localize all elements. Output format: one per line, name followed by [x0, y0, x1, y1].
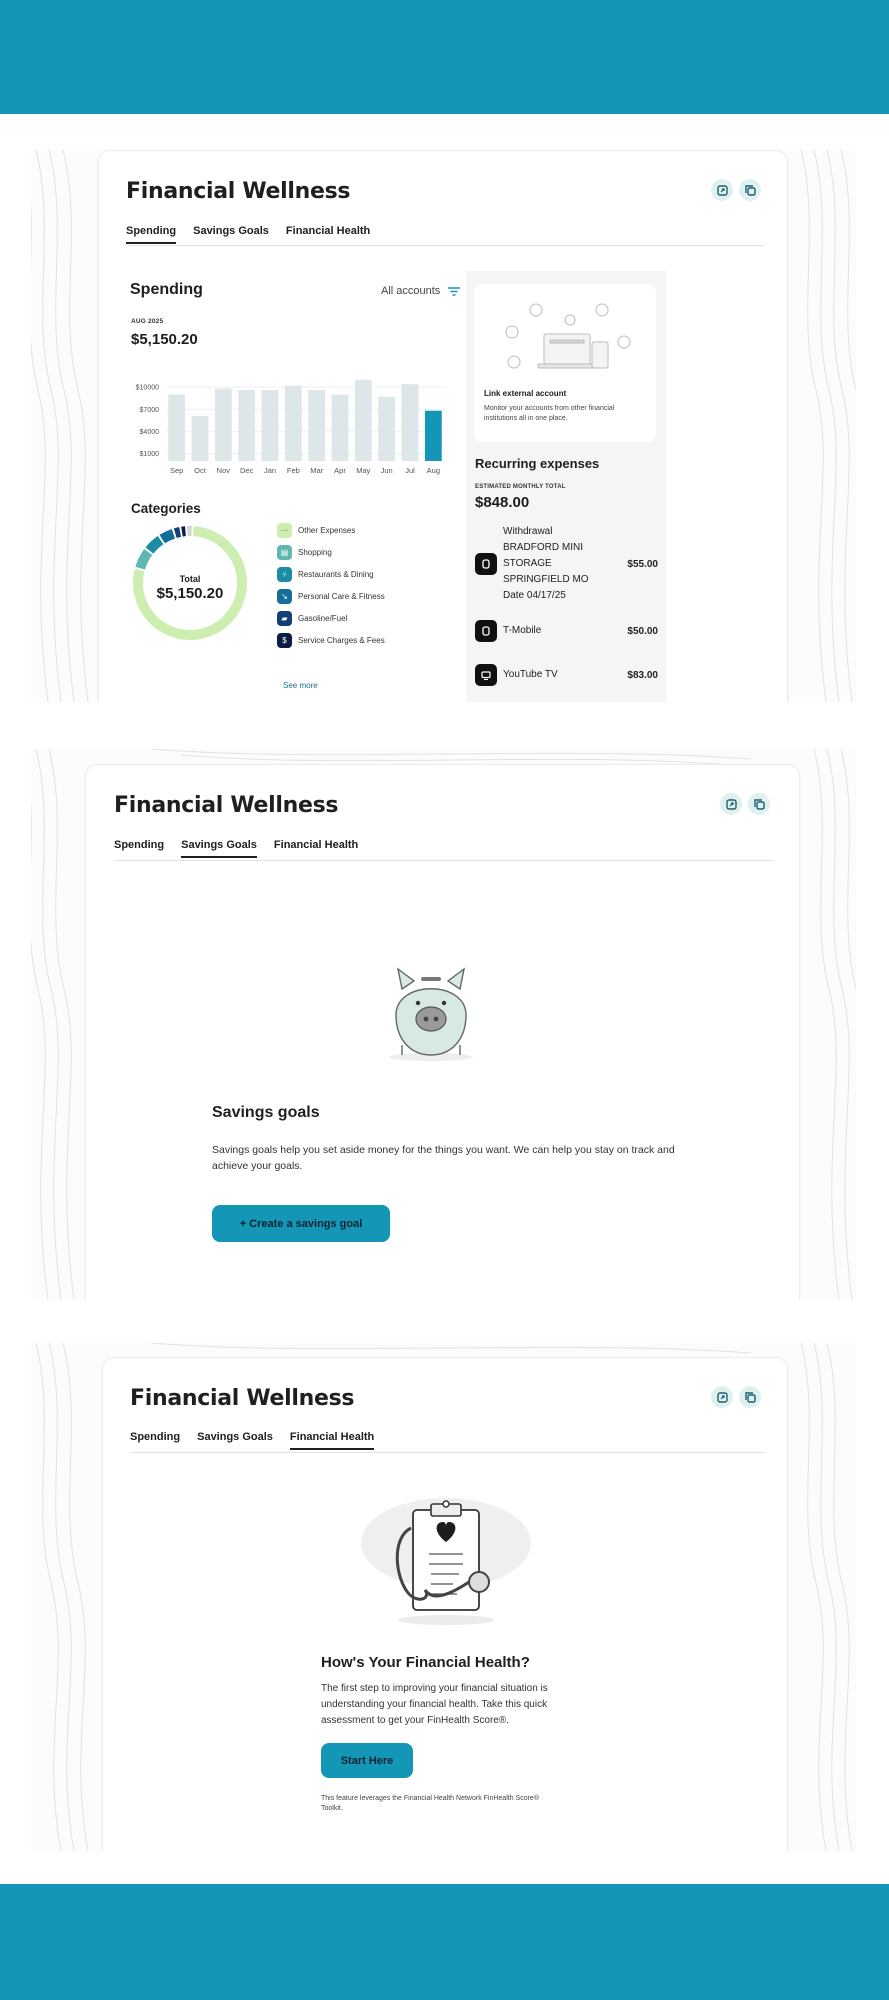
recurring-estimate-value: $848.00 — [475, 494, 530, 511]
right-rail — [466, 271, 666, 702]
tab-savings-goals[interactable]: Savings Goals — [193, 225, 269, 237]
bar-aug[interactable] — [425, 411, 442, 461]
savings-goals-description: Savings goals help you set aside money for the things you want. We can help you stay on track and achieve your goals. — [212, 1144, 675, 1172]
tab-divider — [114, 860, 774, 861]
spending-total: $5,150.20 — [131, 331, 198, 348]
financial-wellness-card — [98, 150, 788, 702]
top-banner — [0, 0, 889, 114]
tab-spending[interactable]: Spending — [126, 225, 176, 244]
tv-icon — [475, 664, 497, 686]
recurring-item-name: Withdrawal BRADFORD MINI STORAGE SPRINGFIELD MO Date 04/17/25 — [503, 526, 589, 601]
copy-icon[interactable] — [739, 179, 761, 201]
recurring-item-amount: $83.00 — [627, 669, 658, 681]
recurring-list — [475, 523, 658, 702]
x-tick-label: Aug — [426, 466, 441, 475]
recurring-item-name: T-Mobile — [503, 625, 542, 636]
link-external-account-card[interactable] — [474, 284, 656, 442]
financial-health-description: The first step to improving your financial situation is understanding your financial health. Take this quick assessment to get your FinHealth Score®. — [321, 1683, 548, 1726]
tab-divider — [126, 245, 764, 246]
donut-slice[interactable] — [149, 540, 160, 550]
recurring-estimate-label: ESTIMATED MONTHLY TOTAL — [475, 484, 566, 490]
bottom-banner — [0, 1884, 889, 2000]
copy-icon[interactable] — [748, 793, 770, 815]
x-tick-label: Oct — [194, 466, 206, 475]
financial-wellness-card — [102, 1357, 788, 1851]
tab-bar — [130, 1431, 374, 1450]
tab-financial-health[interactable]: Financial Health — [285, 225, 371, 237]
x-tick-label: Feb — [286, 466, 300, 475]
link-external-title: Link external account — [484, 389, 567, 398]
tab-savings-goals[interactable]: Savings Goals — [197, 1431, 273, 1443]
tab-divider — [130, 1452, 764, 1453]
x-tick-label: Nov — [216, 466, 231, 475]
merchant-icon — [475, 620, 497, 642]
bar-dec[interactable] — [238, 390, 255, 461]
financial-health-heading: How's Your Financial Health? — [321, 1654, 530, 1671]
header-actions — [720, 793, 770, 815]
tab-bar — [114, 839, 358, 858]
recurring-title: Recurring expenses — [475, 456, 600, 471]
copy-icon[interactable] — [739, 1386, 761, 1408]
export-icon[interactable] — [711, 1386, 733, 1408]
account-filter[interactable] — [381, 285, 460, 297]
bar-mar[interactable] — [308, 390, 325, 461]
bar-oct[interactable] — [192, 416, 209, 461]
category-name: Gasoline/Fuel — [298, 613, 348, 623]
x-tick-label: Mar — [310, 466, 324, 475]
tab-savings-goals[interactable]: Savings Goals — [181, 839, 257, 858]
bar-jul[interactable] — [402, 384, 419, 461]
y-tick-label: $1000 — [139, 451, 159, 459]
tab-spending[interactable]: Spending — [130, 1431, 181, 1443]
bar-may[interactable] — [355, 380, 372, 461]
financial-wellness-card — [85, 764, 800, 1300]
bar-feb[interactable] — [285, 386, 302, 461]
spending-screenshot — [31, 150, 856, 702]
clipboard-stethoscope-illustration — [361, 1498, 531, 1628]
utensils-icon: ⑂ — [277, 567, 292, 582]
devices-illustration — [484, 290, 644, 372]
donut-slice[interactable] — [140, 552, 148, 568]
export-icon[interactable] — [711, 179, 733, 201]
category-name: Service Charges & Fees — [298, 635, 385, 645]
tab-spending[interactable]: Spending — [114, 839, 165, 851]
header-actions — [711, 179, 761, 201]
page-title: Financial Wellness — [130, 1386, 355, 1411]
donut-slice[interactable] — [162, 534, 173, 539]
x-tick-label: Jan — [263, 466, 277, 475]
savings-goals-heading: Savings goals — [212, 1104, 320, 1121]
y-tick-label: $7000 — [139, 406, 159, 414]
savings-goals-screenshot — [31, 749, 856, 1300]
x-tick-label: Jun — [380, 466, 393, 475]
spending-bar-chart — [119, 376, 449, 476]
x-tick-label: Sep — [169, 466, 184, 475]
categories-title: Categories — [131, 501, 201, 516]
piggy-bank-illustration — [376, 955, 486, 1065]
dollar-icon: $ — [277, 633, 292, 648]
recurring-item-name: YouTube TV — [503, 669, 558, 680]
bar-sep[interactable] — [168, 394, 185, 461]
car-icon: ▰ — [277, 611, 292, 626]
account-filter-label: All accounts — [381, 285, 441, 297]
category-name: Personal Care & Fitness — [298, 591, 385, 601]
category-name: Other Expenses — [298, 525, 356, 535]
recurring-item-amount: $50.00 — [627, 625, 658, 637]
category-name: Shopping — [298, 547, 332, 557]
bar-jan[interactable] — [262, 390, 279, 461]
x-tick-label: May — [356, 466, 371, 475]
recurring-item[interactable] — [475, 663, 658, 687]
export-icon[interactable] — [720, 793, 742, 815]
recurring-item-amount: $55.00 — [627, 558, 658, 570]
finhealth-footnote: This feature leverages the Financial Health Network FinHealth Score® Toolkit. — [321, 1795, 539, 1812]
fitness-icon: ↘ — [277, 589, 292, 604]
tab-bar — [126, 225, 370, 244]
x-tick-label: Jul — [405, 466, 415, 475]
shopping-bag-icon: ▤ — [277, 545, 292, 560]
bar-apr[interactable] — [332, 394, 349, 461]
spending-period: AUG 2025 — [131, 318, 164, 325]
see-more-link[interactable]: See more — [283, 681, 318, 690]
page-title: Financial Wellness — [114, 793, 339, 818]
donut-total-label: Total — [179, 574, 201, 584]
recurring-item[interactable] — [475, 523, 658, 605]
x-tick-label: Dec — [239, 466, 254, 475]
financial-health-screenshot — [31, 1343, 856, 1851]
filter-icon — [448, 287, 460, 296]
recurring-item[interactable] — [475, 619, 658, 643]
link-external-body: Monitor your accounts from other financial institutions all in one place. — [484, 405, 615, 422]
tab-financial-health[interactable]: Financial Health — [273, 839, 359, 851]
create-savings-goal-button[interactable]: + Create a savings goal — [212, 1205, 390, 1242]
donut-total: $5,150.20 — [156, 585, 224, 602]
ellipsis-icon: ⋯ — [277, 523, 292, 538]
page-title: Financial Wellness — [126, 179, 351, 204]
start-here-button[interactable]: Start Here — [321, 1743, 413, 1778]
merchant-icon — [475, 553, 497, 575]
bar-nov[interactable] — [215, 389, 232, 461]
bar-jun[interactable] — [378, 397, 395, 461]
x-tick-label: Apr — [334, 466, 346, 475]
tab-financial-health[interactable]: Financial Health — [290, 1431, 374, 1450]
header-actions — [711, 1386, 761, 1408]
donut-slice[interactable] — [175, 532, 180, 533]
y-tick-label: $10000 — [135, 384, 159, 392]
category-name: Restaurants & Dining — [298, 569, 374, 579]
spending-title: Spending — [130, 281, 203, 298]
y-tick-label: $4000 — [139, 428, 159, 436]
